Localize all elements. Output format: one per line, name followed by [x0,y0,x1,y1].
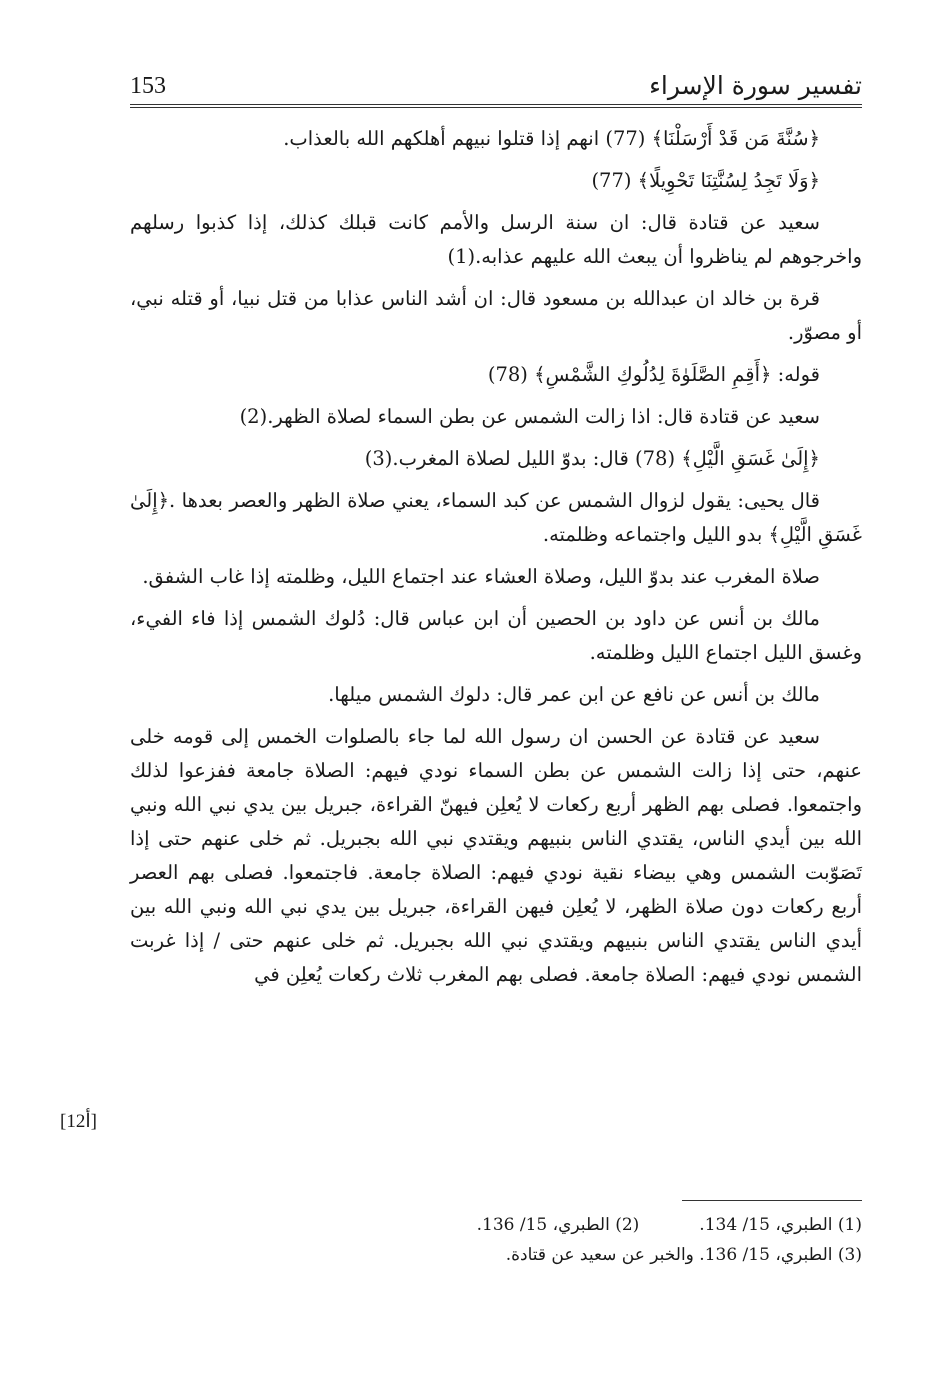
page-number: 153 [130,73,166,99]
paragraph-1: ﴿سُنَّةَ مَن قَدْ أَرْسَلْنَا﴾ (77) انهم إذا قتلوا نبيهم أهلكهم الله بالعذاب. [283,127,820,150]
footnote-line-1 [130,1210,862,1240]
paragraph-8: قال يحيى: يقول لزوال الشمس عن كبد السماء، يعني صلاة الظهر والعصر بعدها .﴿إِلَىٰ غَسَقِ الَّيْلِ﴾ بدو الليل واجتماعه وظلمته. [130,489,862,546]
page [130,60,862,1000]
paragraph-9: صلاة المغرب عند بدوّ الليل، وصلاة العشاء عند اجتماع الليل، وظلمته إذا غاب الشفق. [142,565,820,588]
paragraph-11: مالك بن أنس عن نافع عن ابن عمر قال: دلوك الشمس ميلها. [328,683,820,706]
footnote-rule [682,1200,862,1201]
body-text [130,122,862,992]
header-title: تفسير سورة الإسراء [649,71,862,100]
paragraph-2: ﴿وَلَا تَجِدُ لِسُنَّتِنَا تَحْوِيلًا﴾ (77) [591,169,820,192]
paragraph-7: ﴿إِلَىٰ غَسَقِ الَّيْلِ﴾ (78) قال: بدوّ الليل لصلاة المغرب.(3) [364,447,820,470]
footnote-3: (3) الطبري، 15/ 136. والخبر عن سعيد عن قتادة. [505,1245,862,1265]
paragraph-3: سعيد عن قتادة قال: ان سنة الرسل والأمم كانت قبلك كذلك، إذا كذبوا رسلهم واخرجوهم لم يناظروا أن يبعث الله عليهم عذابه.(1) [130,211,862,268]
paragraph-12: سعيد عن قتادة عن الحسن ان رسول الله لما جاء بالصلوات الخمس إلى قومه خلى عنهم، حتى إذا زالت الشمس عن بطن السماء نودي فيهم: الصلاة جامعة ففزعوا لذلك واجتمعوا. فصلى بهم الظهر أربع ركعات لا يُعلِن فيهنّ القراءة، جبريل بين يدي نبي الله ونبي الله بين أيدي الناس، يقتدي الناس بنبيهم ويقتدي نبي الله بجبريل. ثم خلى عنهم حتى إذا تَصَوّبت الشمس وهي بيضاء نقية نودي فيهم: الصلاة جامعة. فاجتمعوا. فصلى بهم العصر أربع ركعات دون صلاة الظهر، لا يُعلِن فيهن القراءة، جبريل بين يدي نبي الله ونبي الله بين أيدي الناس يقتدي الناس بنبيهم ويقتدي نبي الله بجبريل. ثم خلى عنهم حتى / إذا غربت الشمس نودي فيهم: الصلاة جامعة. فصلى بهم المغرب ثلاث ركعات يُعلِن في [130,725,862,986]
paragraph-5: قوله: ﴿أَقِمِ الصَّلَوٰةَ لِدُلُوكِ الشَّمْسِ﴾ (78) [487,363,820,386]
footnote-1: (1) الطبري، 15/ 134. [699,1215,862,1235]
running-header [130,60,862,100]
footnote-2: (2) الطبري، 15/ 136. [476,1215,640,1235]
footnotes [130,1210,862,1270]
paragraph-10: مالك بن أنس عن داود بن الحصين أن ابن عباس قال: دُلوك الشمس إذا فاء الفيء، وغسق الليل اجتماع الليل وظلمته. [130,607,862,664]
header-rule [130,104,862,108]
paragraph-6: سعيد عن قتادة قال: اذا زالت الشمس عن بطن السماء لصلاة الظهر.(2) [239,405,820,428]
footnote-line-2 [130,1240,862,1270]
folio-margin-note: [12أ] [60,1111,97,1132]
paragraph-4: قرة بن خالد ان عبدالله بن مسعود قال: ان أشد الناس عذابا من قتل نبيا، أو قتله نبي، أو مصوّر. [130,287,862,344]
